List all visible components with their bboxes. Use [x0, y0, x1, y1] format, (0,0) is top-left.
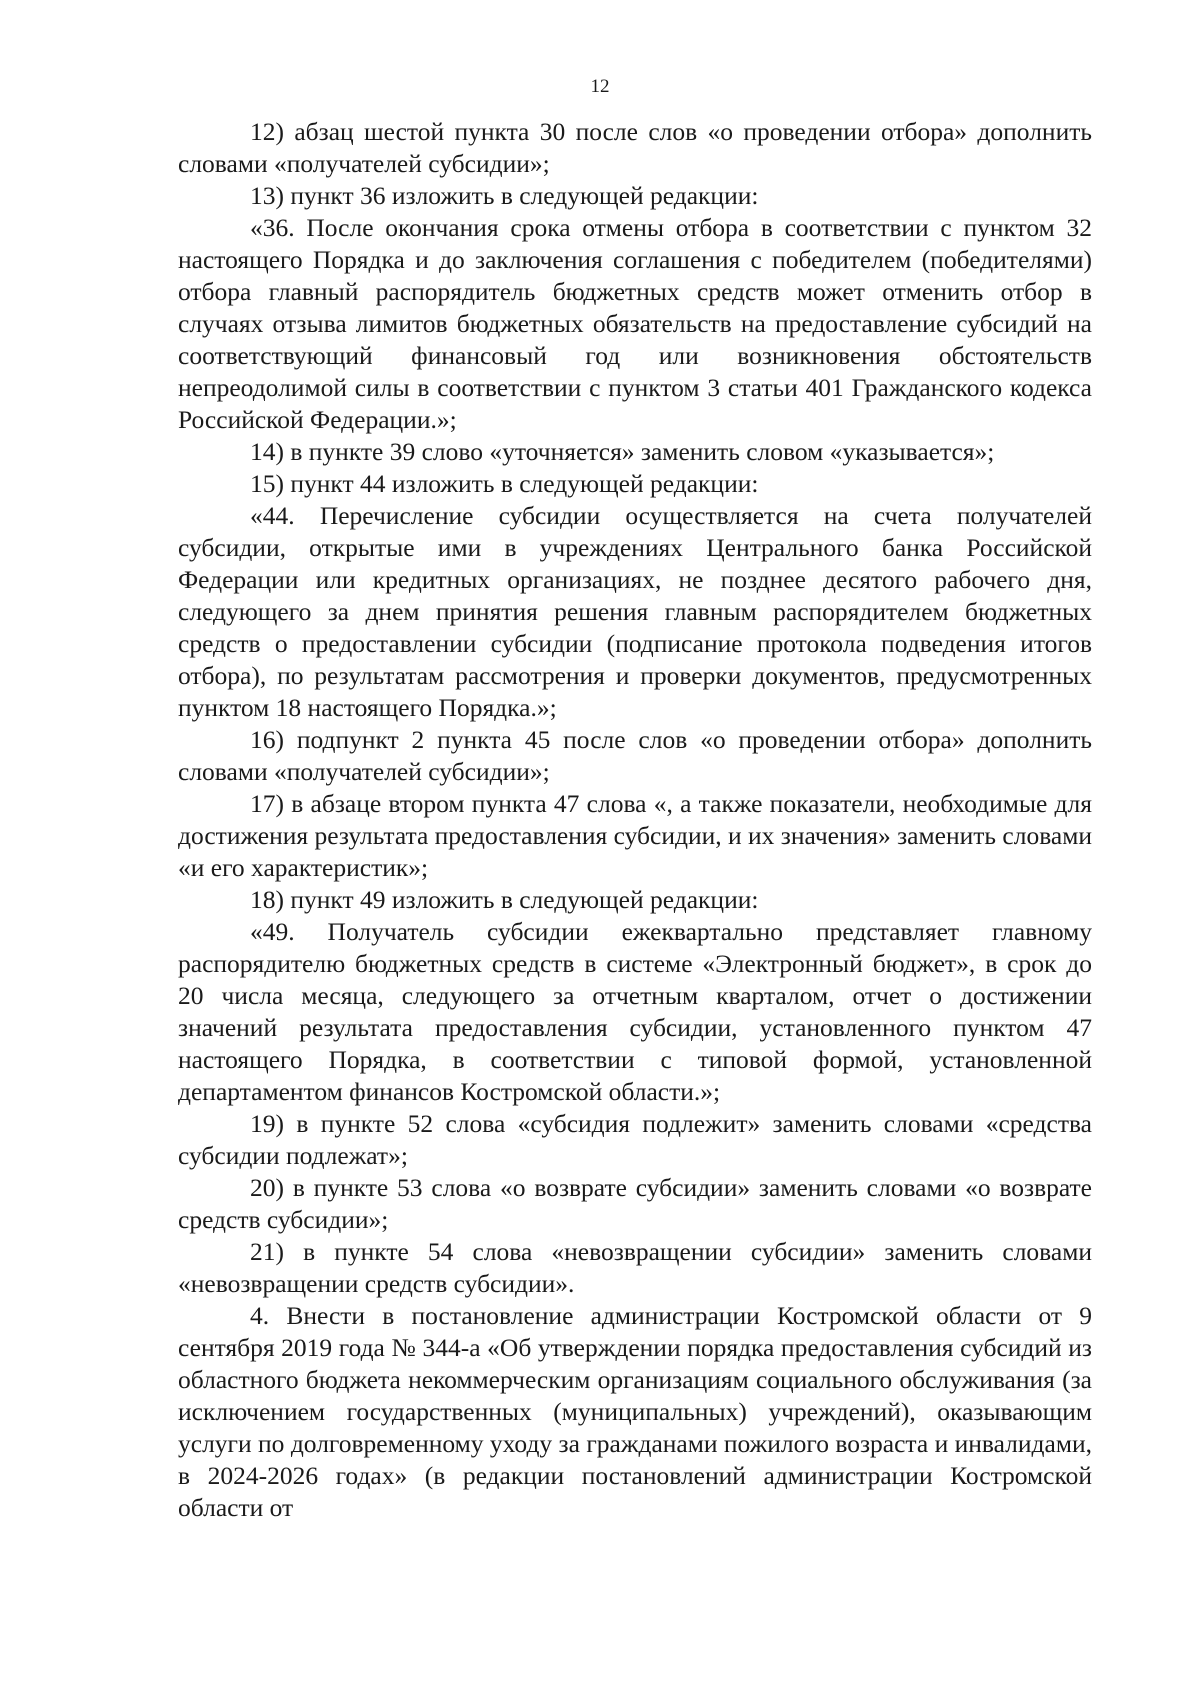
quoted-clause-44: «44. Перечисление субсидии осуществляется на счета получателей субсидии, открытые ими в учреждениях Центрального банка Российской Федерации или кредитных организациях, не позднее десятого рабочего дня, следующего за днем принятия решения главным распорядителем бюджетных средств о предоставлении субсидии (подписание протокола подведения итогов отбора), по результатам рассмотрения и проверки документов, предусмотренных пунктом 18 настоящего Порядка.»; — [178, 501, 1092, 722]
amendment-item-18: 18) пункт 49 изложить в следующей редакции: — [250, 885, 759, 914]
quoted-clause-36: «36. После окончания срока отмены отбора в соответствии с пунктом 32 настоящего Порядка и до заключения соглашения с победителем (победителями) отбора главный распорядитель бюджетных средств может отменить отбор в случаях отзыва лимитов бюджетных обязательств на предоставление субсидий на соответствующий финансовый год или возникновения обстоятельств непреодолимой силы в соответствии с пунктом 3 статьи 401 Гражданского кодекса Российской Федерации.»; — [178, 213, 1092, 434]
amendment-item-17: 17) в абзаце втором пункта 47 слова «, а также показатели, необходимые для достижения результата предоставления субсидии, и их значения» заменить словами «и его характеристик»; — [178, 789, 1092, 882]
amendment-item-15: 15) пункт 44 изложить в следующей редакции: — [250, 469, 759, 498]
amendment-item-14: 14) в пункте 39 слово «уточняется» заменить словом «указывается»; — [250, 437, 995, 466]
amendment-item-16: 16) подпункт 2 пункта 45 после слов «о проведении отбора» дополнить словами «получателей субсидии»; — [178, 725, 1092, 786]
section-4-paragraph: 4. Внести в постановление администрации Костромской области от 9 сентября 2019 года № 344-а «Об утверждении порядка предоставления субсидий из областного бюджета некоммерческим организациям социального обслуживания (за исключением государственных (муниципальных) учреждений), оказывающим услуги по долговременному уходу за гражданами пожилого возраста и инвалидами, в 2024-2026 годах» (в редакции постановлений администрации Костромской области от — [178, 1301, 1092, 1522]
amendment-item-21: 21) в пункте 54 слова «невозвращении субсидии» заменить словами «невозвращении средств субсидии». — [178, 1237, 1092, 1298]
amendment-item-12: 12) абзац шестой пункта 30 после слов «о проведении отбора» дополнить словами «получателей субсидии»; — [178, 117, 1092, 178]
amendment-item-19: 19) в пункте 52 слова «субсидия подлежит» заменить словами «средства субсидии подлежат»; — [178, 1109, 1092, 1170]
document-body — [178, 116, 1092, 1524]
amendment-item-13: 13) пункт 36 изложить в следующей редакции: — [250, 181, 759, 210]
page-number: 12 — [590, 76, 610, 97]
amendment-item-20: 20) в пункте 53 слова «о возврате субсидии» заменить словами «о возврате средств субсидии»; — [178, 1173, 1092, 1234]
quoted-clause-49: «49. Получатель субсидии ежеквартально представляет главному распорядителю бюджетных средств в системе «Электронный бюджет», в срок до 20 числа месяца, следующего за отчетным кварталом, отчет о достижении значений результата предоставления субсидии, установленного пунктом 47 настоящего Порядка, в соответствии с типовой формой, установленной департаментом финансов Костромской области.»; — [178, 917, 1092, 1106]
